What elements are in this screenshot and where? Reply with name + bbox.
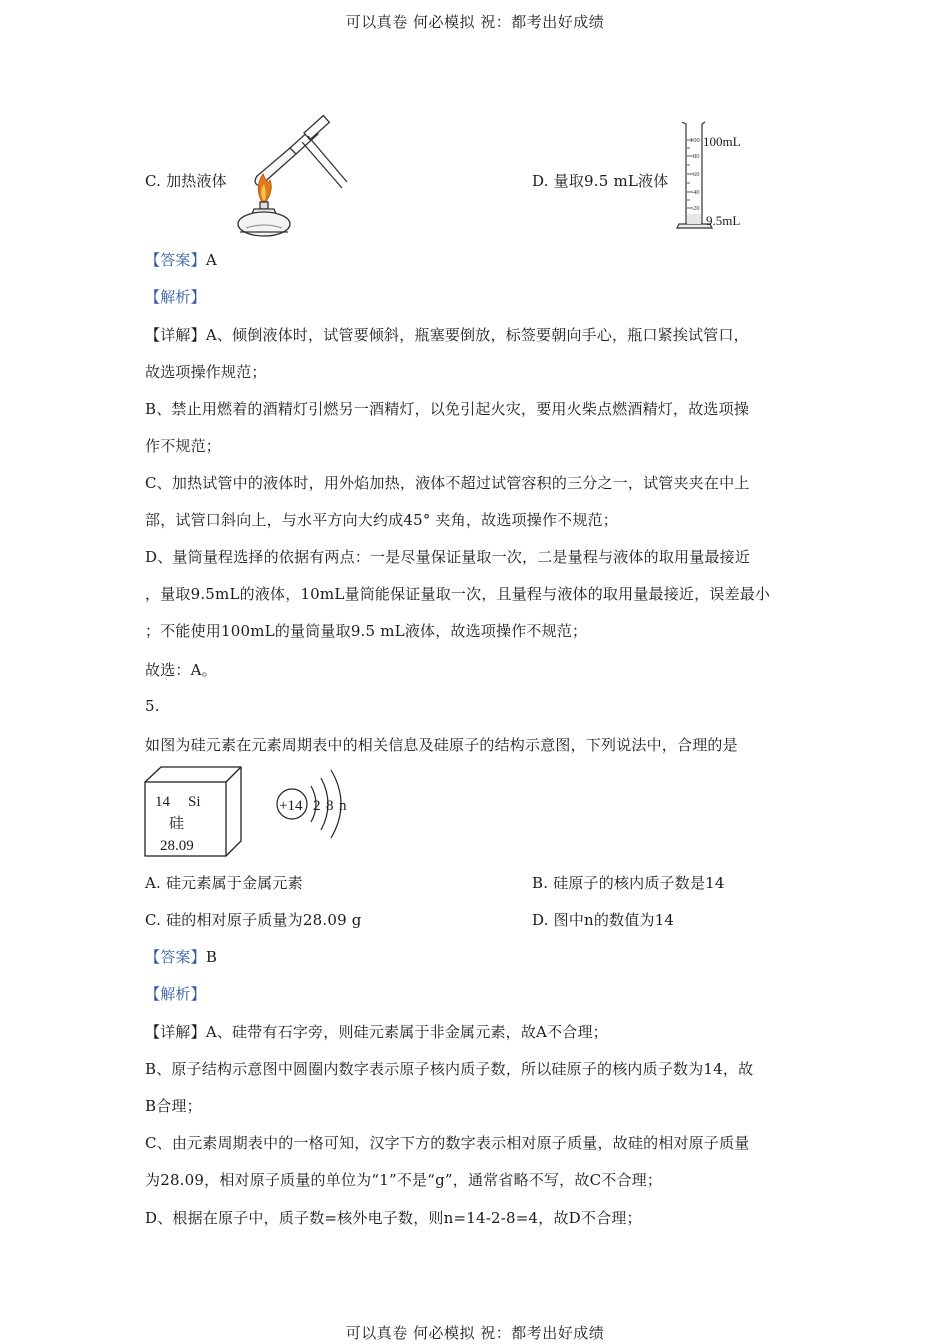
q4-option-c: C. 加热液体 bbox=[145, 172, 227, 190]
cell-atomic-mass: 28.09 bbox=[160, 838, 194, 854]
alcohol-lamp-heating-figure bbox=[232, 118, 347, 238]
graduated-cylinder-figure bbox=[676, 118, 756, 236]
answer-value: A bbox=[205, 251, 217, 269]
page-footer: 可以真卷 何必模拟 祝：都考出好成绩 bbox=[345, 1324, 605, 1342]
detail-tag: 【详解】 bbox=[145, 1023, 206, 1041]
cell-symbol: Si bbox=[188, 794, 201, 810]
q5-detail-a: 【详解】A、硅带有石字旁，则硅元素属于非金属元素，故A不合理； bbox=[145, 1023, 608, 1041]
q4-conclusion: 故选：A。 bbox=[145, 661, 217, 679]
cell-element-name: 硅 bbox=[169, 816, 185, 832]
answer-tag: 【答案】 bbox=[145, 251, 206, 269]
cylinder-tick-label: 100 bbox=[690, 137, 700, 144]
cylinder-tick-label: 80 bbox=[693, 153, 700, 160]
q4-detail-d-line1: D、量筒量程选择的依据有两点：一是尽量保证量取一次，二是量程与液体的取用量最接近 bbox=[145, 548, 751, 566]
q4-analysis-tag: 【解析】 bbox=[145, 288, 206, 306]
q4-detail-d-line3: ；不能使用100mL的量筒量取9.5 mL液体，故选项操作不规范； bbox=[145, 622, 588, 640]
cylinder-tick-label: 40 bbox=[693, 189, 700, 196]
q5-option-c: C. 硅的相对原子质量为28.09 g bbox=[145, 911, 362, 929]
q4-detail-a-line1: 【详解】A、倾倒液体时，试管要倾斜，瓶塞要倒放，标签要朝向手心，瓶口紧挨试管口， bbox=[145, 326, 749, 344]
cylinder-label-top: 100mL bbox=[703, 134, 741, 149]
shell-2-electrons: 8 bbox=[326, 798, 334, 814]
q4-answer bbox=[145, 249, 217, 270]
q5-detail-b-line1: B、原子结构示意图中圆圈内数字表示原子核内质子数，所以硅原子的核内质子数为14，故 bbox=[145, 1060, 754, 1078]
silicon-element-cell-figure bbox=[145, 766, 245, 860]
shell-1-electrons: 2 bbox=[313, 798, 321, 814]
q5-analysis-tag: 【解析】 bbox=[145, 985, 206, 1003]
answer-tag: 【答案】 bbox=[145, 948, 206, 966]
q4-detail-b-line1: B、禁止用燃着的酒精灯引燃另一酒精灯，以免引起火灾，要用火柴点燃酒精灯，故选项操 bbox=[145, 400, 750, 418]
nucleus-charge: +14 bbox=[279, 798, 303, 814]
cylinder-label-bottom: 9.5mL bbox=[706, 213, 741, 228]
q4-detail-a-line2: 故选项操作规范； bbox=[145, 363, 267, 381]
q5-option-a: A. 硅元素属于金属元素 bbox=[145, 874, 303, 892]
q5-stem: 如图为硅元素在元素周期表中的相关信息及硅原子的结构示意图，下列说法中，合理的是 bbox=[145, 736, 738, 754]
cylinder-tick-label: 60 bbox=[693, 171, 700, 178]
cylinder-tick-label: 20 bbox=[693, 205, 700, 212]
q4-detail-d-line2: ，量取9.5mL的液体，10mL量筒能保证量取一次，且量程与液体的取用量最接近，误差最小 bbox=[145, 585, 771, 603]
q5-option-d: D. 图中n的数值为14 bbox=[532, 911, 675, 929]
q5-detail-c-line2: 为28.09，相对原子质量的单位为“1”不是“g”，通常省略不写，故C不合理； bbox=[145, 1171, 663, 1189]
q4-detail-c-line1: C、加热试管中的液体时，用外焰加热，液体不超过试管容积的三分之一，试管夹夹在中上 bbox=[145, 474, 750, 492]
q5-answer bbox=[145, 946, 217, 967]
q4-detail-b-line2: 作不规范； bbox=[145, 437, 222, 455]
q4-detail-c-line2: 部，试管口斜向上，与水平方向大约成45° 夹角，故选项操作不规范； bbox=[145, 511, 618, 529]
q5-number: 5. bbox=[145, 697, 160, 715]
q5-detail-d: D、根据在原子中，质子数=核外电子数，则n=14-2-8=4，故D不合理； bbox=[145, 1209, 642, 1227]
cell-atomic-number: 14 bbox=[155, 794, 170, 810]
answer-value: B bbox=[205, 948, 218, 966]
q5-detail-b-line2: B合理； bbox=[145, 1097, 202, 1115]
q5-option-b: B. 硅原子的核内质子数是14 bbox=[532, 874, 725, 892]
detail-tag: 【详解】 bbox=[145, 326, 206, 344]
q5-detail-c-line1: C、由元素周期表中的一格可知，汉字下方的数字表示相对原子质量，故硅的相对原子质量 bbox=[145, 1134, 750, 1152]
q4-option-d: D. 量取9.5 mL液体 bbox=[532, 172, 669, 190]
page-header: 可以真卷 何必模拟 祝：都考出好成绩 bbox=[345, 13, 605, 31]
shell-3-electrons: n bbox=[339, 798, 347, 814]
silicon-atom-structure-figure bbox=[275, 768, 360, 842]
